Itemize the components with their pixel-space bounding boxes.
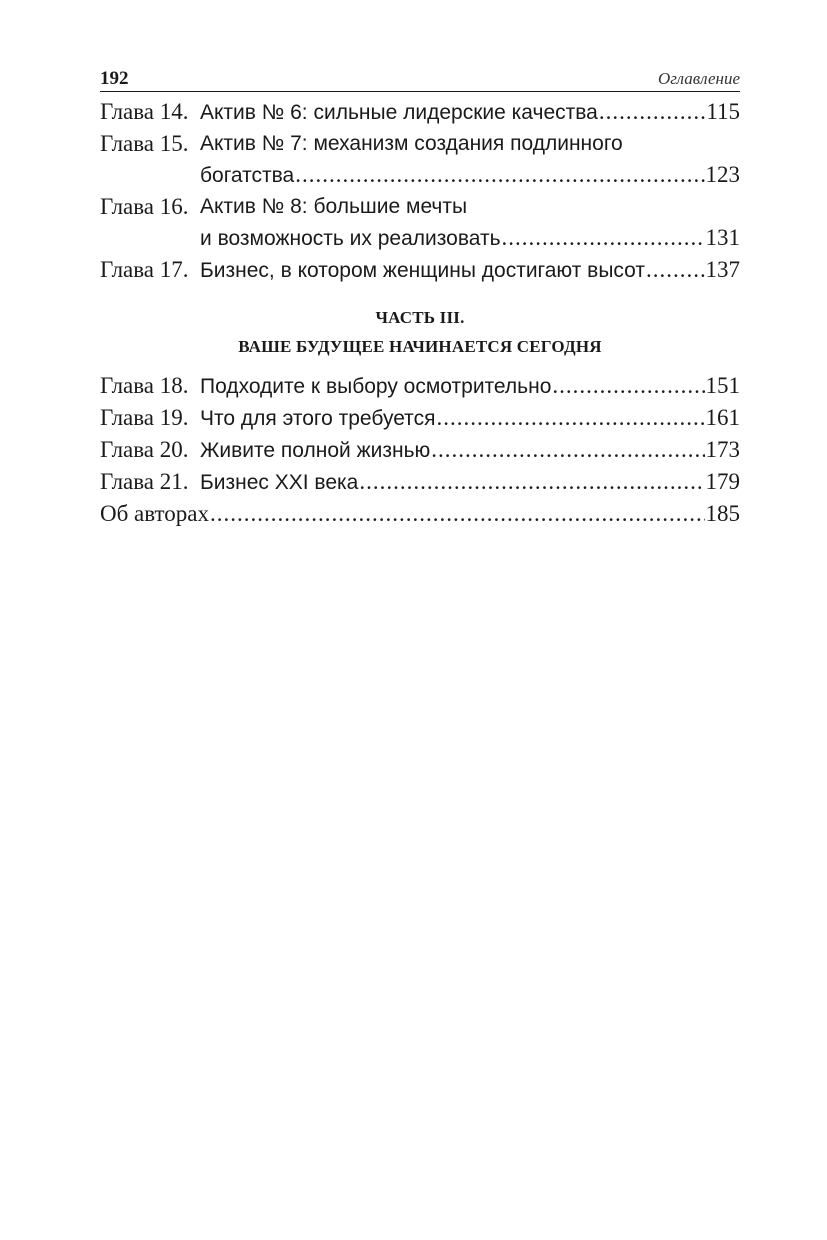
chapter-title-line: Актив № 7: механизм создания подлинного	[200, 132, 623, 155]
dot-leader	[502, 222, 705, 253]
table-of-contents	[100, 96, 740, 529]
dot-leader	[599, 96, 706, 127]
toc-entry-chapter-14	[100, 96, 740, 128]
toc-entry-chapter-18	[100, 370, 740, 402]
dot-leader	[210, 498, 704, 529]
toc-entry-chapter-16	[100, 191, 740, 254]
dot-leader	[295, 159, 704, 190]
running-head	[100, 60, 740, 92]
toc-entry-chapter-21	[100, 466, 740, 498]
chapter-label: Глава 20.	[100, 437, 189, 462]
part-number: ЧАСТЬ III.	[375, 308, 465, 327]
page-reference: 185	[705, 501, 740, 526]
part-heading-block	[100, 303, 740, 361]
toc-entry-chapter-19	[100, 402, 740, 434]
toc-entry-chapter-20	[100, 434, 740, 466]
chapter-title-line: богатства	[200, 164, 295, 187]
chapter-title-line: и возможность их реализовать	[200, 227, 501, 250]
chapter-label: Глава 15.	[100, 131, 189, 156]
page-reference: 161	[705, 405, 740, 430]
chapter-label: Глава 19.	[100, 405, 189, 430]
chapter-title: Живите полной жизнью	[200, 439, 431, 462]
page-reference: 151	[705, 373, 740, 398]
page-reference: 123	[705, 162, 740, 187]
page-reference: 173	[705, 437, 740, 462]
chapter-label: Глава 18.	[100, 373, 189, 398]
page-reference: 131	[705, 225, 740, 250]
page-reference: 179	[705, 469, 740, 494]
book-page	[100, 60, 740, 529]
dot-leader	[431, 434, 704, 465]
chapter-label: Глава 21.	[100, 469, 189, 494]
running-head-title: Оглавление	[657, 69, 740, 88]
chapter-label: Глава 16.	[100, 194, 189, 219]
chapter-title: Бизнес, в котором женщины достигают высот	[200, 259, 645, 282]
chapter-title: Что для этого требуется	[200, 407, 436, 430]
chapter-label: Глава 14.	[100, 99, 189, 124]
dot-leader	[552, 370, 704, 401]
dot-leader	[359, 466, 704, 497]
page-reference: 115	[706, 99, 740, 124]
dot-leader	[646, 254, 705, 285]
dot-leader	[436, 402, 704, 433]
page-number: 192	[100, 68, 129, 89]
part-title: ВАШЕ БУДУЩЕЕ НАЧИНАЕТСЯ СЕГОДНЯ	[238, 337, 602, 356]
toc-entry-chapter-15	[100, 128, 740, 191]
toc-entry-chapter-17	[100, 254, 740, 286]
toc-entry-about-authors	[100, 498, 740, 529]
about-authors-label: Об авторах	[100, 501, 210, 526]
page-reference: 137	[705, 257, 740, 282]
chapter-title: Актив № 6: сильные лидерские качества	[200, 101, 598, 124]
chapter-title-line: Актив № 8: большие мечты	[200, 195, 468, 218]
chapter-title: Подходите к выбору осмотрительно	[200, 375, 552, 398]
chapter-title: Бизнес XXI века	[200, 471, 359, 494]
chapter-label: Глава 17.	[100, 257, 189, 282]
